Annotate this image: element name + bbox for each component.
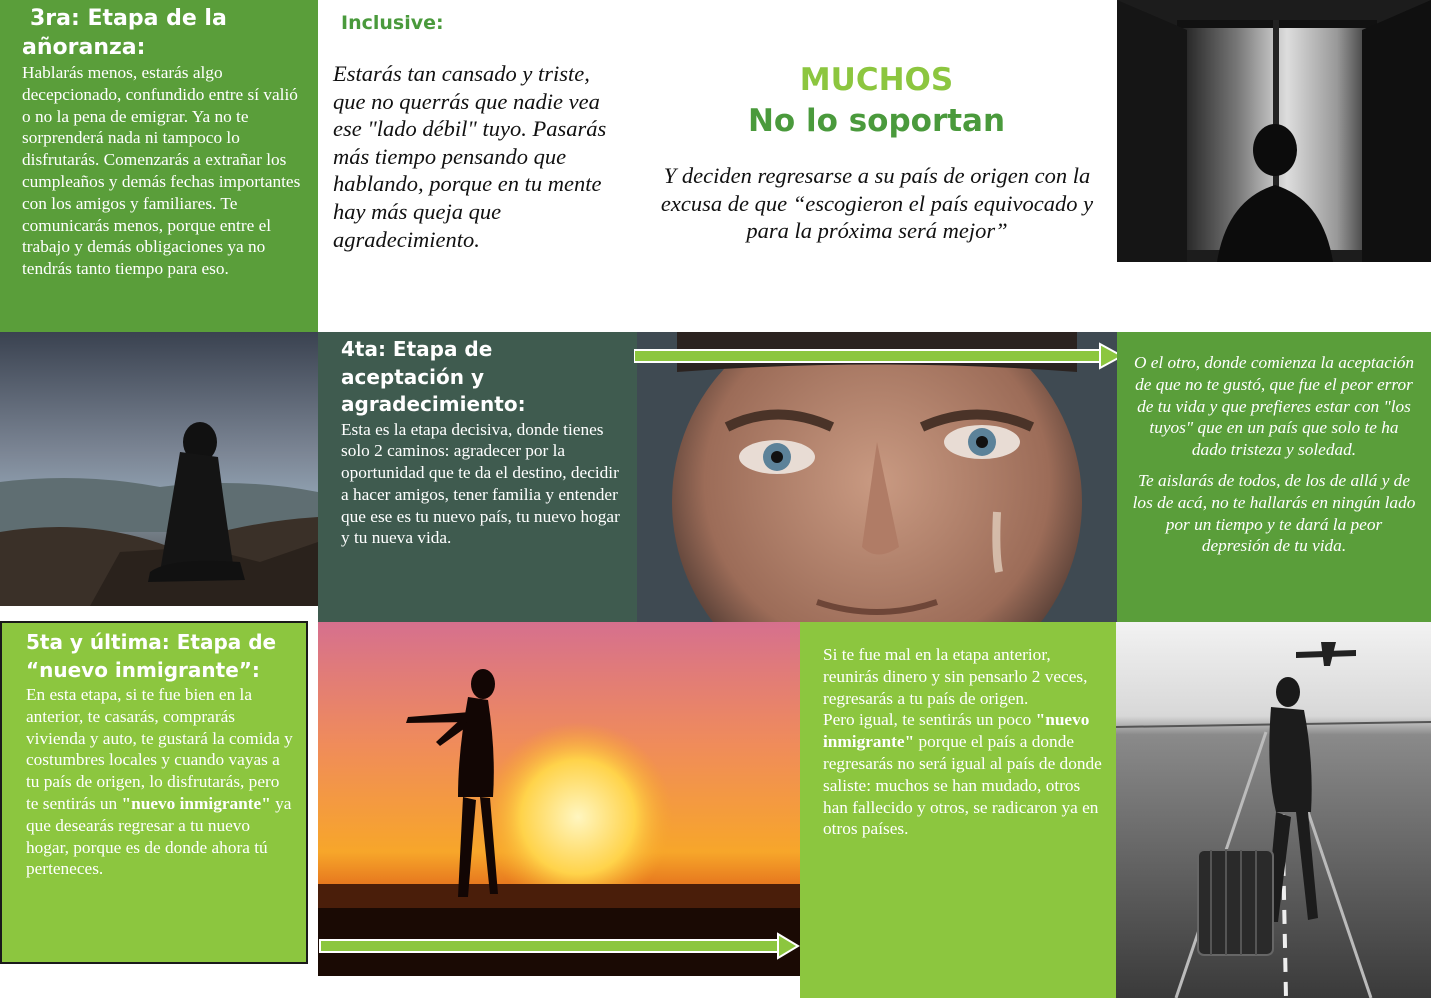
arrow-right-icon-2 xyxy=(318,932,802,960)
panel-3ra-heading: 3ra: Etapa de la añoranza: xyxy=(22,6,227,60)
arrow-right-icon xyxy=(634,342,1124,370)
mal-para1: Si te fue mal en la etapa anterior, reunirás dinero y sin pensarlo 2 veces, regresarás a tu país de origen. xyxy=(823,645,1088,708)
woman-at-window-photo xyxy=(1117,0,1431,262)
panel-5ta-body: En esta etapa, si te fue bien en la anterior, te casarás, comprarás vivienda y auto, te gustará la comida y costumbres locales y cuando vayas a tu país de origen, lo disfrutarás, pero te sentirás un "nuevo inmigrante" ya que desearás regresar a tu nuevo hogar, porque es de donde ahora tú perteneces. xyxy=(26,685,293,879)
panel-4ta-heading: 4ta: Etapa de aceptación y agradecimiento: xyxy=(341,337,526,416)
panel-4ta-body: Esta es la etapa decisiva, donde tienes solo 2 caminos: agradecer por la oportunidad que te da el destino, decidir a hacer amigos, tener familia y entender que ese es tu nuevo país, tu nuevo hogar y tu nueva vida. xyxy=(341,419,620,548)
muchos-block xyxy=(636,0,1117,332)
panel-mal xyxy=(800,622,1116,998)
panel-4ta xyxy=(318,332,637,622)
inclusive-body: Estarás tan cansado y triste, que no querrás que nadie vea ese "lado débil" tuyo. Pasarás más tiempo pensando que hablando, porque en tu mente hay más queja que agradecimiento. xyxy=(333,61,607,252)
panel-5ta-heading: 5ta y última: Etapa de “nuevo inmigrante”: xyxy=(26,630,277,682)
panel-3ra-body: Hablarás menos, estarás algo decepcionado, confundido entre sí valió o no la pena de emigrar. Ya no te sorprenderá nada ni tampoco lo disfrutarás. Comenzarás a extrañar los cumpleaños y demás fechas importantes con los amigos y familiares. Te comunicarás menos, porque entre el trabajo y demás obligaciones ya no tendrás tanto tiempo para eso. xyxy=(22,63,301,279)
woman-with-suitcase-photo xyxy=(1116,622,1431,998)
woman-on-cliff-photo xyxy=(0,332,318,606)
panel-otro xyxy=(1117,332,1431,622)
panel-5ta xyxy=(0,621,308,964)
crying-man-photo xyxy=(637,332,1117,622)
inclusive-block xyxy=(318,0,636,332)
otro-para1: O el otro, donde comienza la aceptación de que no te gustó, que fue el peor error de tu vida y que prefieres estar con "los tuyos" que en un país que solo te ha dado tristeza y soledad. xyxy=(1133,353,1415,460)
sunset-silhouette-photo xyxy=(318,622,800,976)
panel-3ra xyxy=(0,0,318,332)
muchos-title: MUCHOS No lo soportan xyxy=(747,62,1006,139)
mal-para2: Pero igual, te sentirás un poco "nuevo inmigrante" porque el país a donde regresarás no será igual al país de donde saliste: muchos se han mudado, otros han fallecido y otros, se radicaron ya en otros países. xyxy=(823,710,1102,839)
otro-para2: Te aislarás de todos, de los de allá y de los de acá, no te hallarás en ningún lado por un tiempo y te dará la peor depresión de tu vida. xyxy=(1132,470,1416,556)
inclusive-label: Inclusive: xyxy=(341,12,444,34)
muchos-body: Y deciden regresarse a su país de origen con la excusa de que “escogieron el país equivocado y para la próxima será mejor” xyxy=(660,163,1094,243)
